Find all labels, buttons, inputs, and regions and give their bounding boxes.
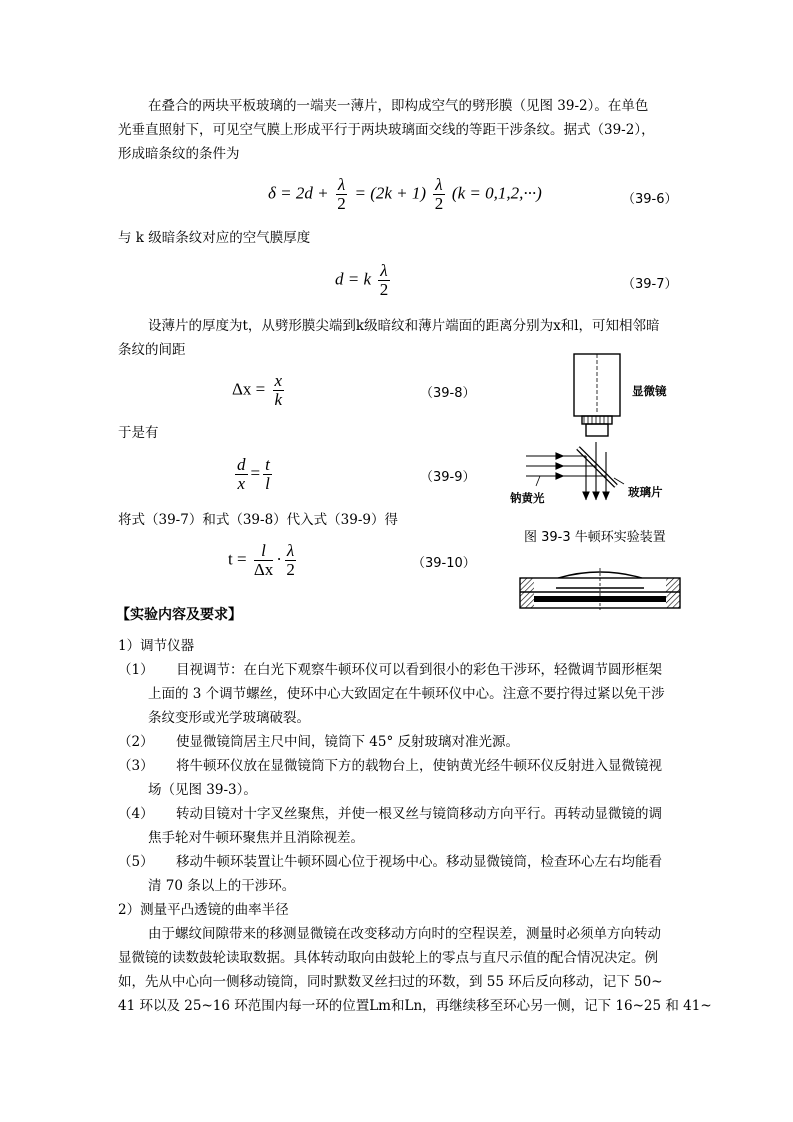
equation-39-10: t = $\frac{l}{\Delta x}$ · $\frac{\lambda}{2}$ xyxy=(228,541,295,579)
equation-39-7 xyxy=(335,262,393,299)
para1-line1: 在叠合的两块平板玻璃的一端夹一薄片，即构成空气的劈形膜（见图 39-2）。在单色 xyxy=(148,98,649,114)
eq7-frac: $\frac{\lambda}{2}$ xyxy=(379,261,389,299)
eq6-mid: = (2k + 1) xyxy=(354,183,427,203)
label-glass-plate: 玻璃片 xyxy=(628,485,663,499)
text-yu-shi-you: 于是有 xyxy=(118,425,159,441)
eq10-frac2: $\frac{\lambda}{2}$ xyxy=(286,541,295,579)
equation-39-8 xyxy=(232,372,287,409)
eq8-lhs: Δx = xyxy=(232,379,266,399)
item-5-number: （5） xyxy=(118,854,154,870)
eq10-lhs: t = xyxy=(228,549,247,569)
eq6-frac2: $\frac{\lambda}{2}$ xyxy=(434,175,444,213)
para2-line1: 设薄片的厚度为t，从劈形膜尖端到k级暗纹和薄片端面的距离分别为x和l，可知相邻暗 xyxy=(148,318,660,334)
section-title: 【实验内容及要求】 xyxy=(116,607,242,623)
eq6-tail: (k = 0,1,2,···) xyxy=(451,183,542,203)
para3-line1: 由于螺纹间隙带来的移测显微镜在改变移动方向时的空程误差，测量时必须单方向转动 xyxy=(148,926,661,942)
item-1-line2: 上面的 3 个调节螺丝，使环中心大致固定在牛顿环仪中心。注意不要拧得过紧以免干涉 xyxy=(148,686,665,702)
para2-line2: 条纹的间距 xyxy=(118,342,186,358)
figure-caption: 图 39-3 牛顿环实验装置 xyxy=(524,530,666,545)
item-5-line1: 移动牛顿环装置让牛顿环圆心位于视场中心。移动显微镜筒，检查环心左右均能看 xyxy=(176,854,662,870)
eq9-frac2: $\frac{t}{l}$ xyxy=(265,455,270,493)
eq9-number: （39-9） xyxy=(420,470,476,485)
eq7-lhs: d = k xyxy=(335,269,372,289)
label-microscope: 显微镜 xyxy=(632,384,667,398)
text-substitute: 将式（39-7）和式（39-8）代入式（39-9）得 xyxy=(118,512,398,528)
eq10-number: （39-10） xyxy=(412,556,476,571)
item-2-number: （2） xyxy=(118,734,154,750)
text-k-level: 与 k 级暗条纹对应的空气膜厚度 xyxy=(118,230,311,246)
item-3-line1: 将牛顿环仪放在显微镜筒下方的载物台上，使钠黄光经牛顿环仪反射进入显微镜视 xyxy=(176,758,662,774)
eq8-number: （39-8） xyxy=(420,386,476,401)
para1-line2: 光垂直照射下，可见空气膜上形成平行于两块玻璃面交线的等距干涉条纹。据式（39-2）， xyxy=(118,122,655,138)
item-2-line1: 使显微镜筒居主尺中间，镜筒下 45° 反射玻璃对准光源。 xyxy=(176,734,520,750)
item-3-line2: 场（见图 39-3）。 xyxy=(148,782,257,798)
para3-line4: 41 环以及 25~16 环范围内每一环的位置Lm和Ln，再继续移至环心另一侧，记下 16~25 和 41~ xyxy=(118,998,712,1014)
item-5-line2: 清 70 条以上的干涉环。 xyxy=(148,878,296,894)
item-4-line2: 焦手轮对牛顿环聚焦并且消除视差。 xyxy=(148,830,364,846)
eq7-number: （39-7） xyxy=(622,277,678,292)
eq6-lhs: δ = 2d + xyxy=(268,183,329,203)
item-1-line3: 条纹变形或光学玻璃破裂。 xyxy=(148,710,310,726)
item-4-line1: 转动目镜对十字叉丝聚焦，并使一根叉丝与镜筒移动方向平行。再转动显微镜的调 xyxy=(176,806,662,822)
item-3-number: （3） xyxy=(118,758,154,774)
eq6-frac1: $\frac{\lambda}{2}$ xyxy=(337,175,346,213)
para1-line3: 形成暗条纹的条件为 xyxy=(118,146,240,162)
equation-39-9: $\frac{d}{x}$ = $\frac{t}{l}$ xyxy=(237,455,270,493)
label-sodium-light: 钠黄光 xyxy=(510,491,545,505)
para3-line3: 如，先从中心向一侧移动镜筒，同时默数叉丝扫过的环数，到 55 环后反向移动，记下 50~ xyxy=(118,974,663,990)
para3-line2: 显微镜的读数鼓轮读取数据。具体转动取向由鼓轮上的零点与直尺示值的配合情况决定。例 xyxy=(118,950,658,966)
item-4-number: （4） xyxy=(118,806,154,822)
eq8-frac: $\frac{x}{k}$ xyxy=(274,371,283,409)
eq9-frac1: $\frac{d}{x}$ xyxy=(237,455,246,493)
subsection-1-title: 1）调节仪器 xyxy=(118,638,195,654)
eq10-frac1: $\frac{l}{\Delta x}$ xyxy=(253,541,274,579)
subsection-2-title: 2）测量平凸透镜的曲率半径 xyxy=(118,902,289,918)
item-1-line1: 目视调节：在白光下观察牛顿环仪可以看到很小的彩色干涉环，轻微调节圆形框架 xyxy=(176,662,662,678)
eq6-number: （39-6） xyxy=(622,192,678,207)
equation-39-6 xyxy=(268,176,542,213)
item-1-number: （1） xyxy=(118,662,154,678)
